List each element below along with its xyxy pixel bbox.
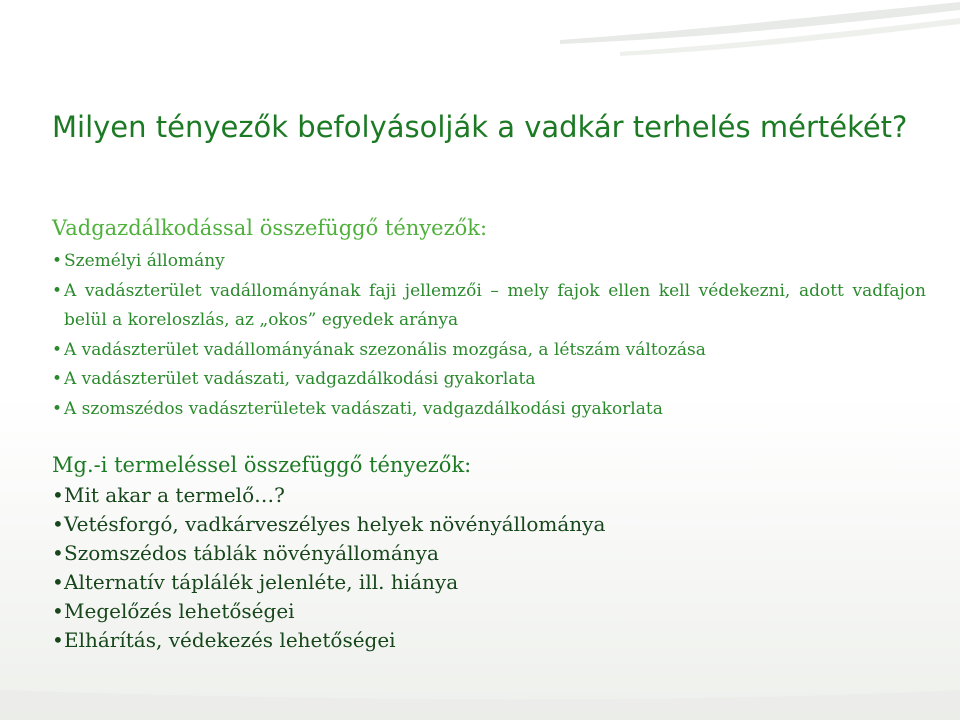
section-heading-game-management: Vadgazdálkodással összefüggő tényezők:: [52, 216, 488, 240]
bullet-icon: •: [52, 599, 64, 623]
list-item: [52, 539, 926, 568]
game-management-factors-list: [52, 247, 926, 424]
list-item-text: Elhárítás, védekezés lehetőségei: [64, 628, 396, 652]
list-item: [52, 336, 926, 366]
list-item: [52, 626, 926, 655]
list-item: [52, 395, 926, 425]
list-item-text: A vadászterület vadállományának szezonális mozgása, a létszám változása: [64, 339, 706, 360]
bullet-icon: •: [52, 628, 64, 652]
bullet-icon: •: [52, 398, 63, 419]
list-item: [52, 597, 926, 626]
list-item-text: A szomszédos vadászterületek vadászati, vadgazdálkodási gyakorlata: [64, 398, 663, 419]
list-item-text: Szomszédos táblák növényállománya: [64, 541, 439, 565]
list-item: [52, 365, 926, 395]
agriculture-factors-list: [52, 481, 926, 655]
list-item-text: A vadászterület vadászati, vadgazdálkodási gyakorlata: [64, 369, 536, 389]
list-item: [52, 481, 926, 510]
list-item-text: Mit akar a termelő…?: [64, 483, 285, 507]
bullet-icon: •: [52, 512, 64, 536]
list-item: [52, 510, 926, 539]
list-item-text: Alternatív táplálék jelenléte, ill. hiánya: [64, 570, 459, 594]
slide-title: Milyen tényezők befolyásolják a vadkár terhelés mértékét?: [52, 110, 908, 144]
bullet-icon: •: [52, 280, 63, 301]
section-heading-agriculture: Mg.-i termeléssel összefüggő tényezők:: [52, 453, 472, 477]
bullet-icon: •: [52, 541, 64, 565]
list-item-text: Személyi állomány: [64, 251, 225, 271]
bullet-icon: •: [52, 369, 63, 389]
list-item: [52, 247, 926, 277]
bullet-icon: •: [52, 570, 64, 594]
bullet-icon: •: [52, 483, 64, 507]
list-item-text: Vetésforgó, vadkárveszélyes helyek növényállománya: [64, 512, 606, 536]
list-item: [52, 568, 926, 597]
bullet-icon: •: [52, 251, 63, 271]
list-item-text: Megelőzés lehetőségei: [64, 599, 295, 623]
list-item: [52, 277, 926, 336]
list-item-text: A vadászterület vadállományának faji jellemzői – mely fajok ellen kell védekezni, adott vadfajon belül a koreloszlás, az „okos” egyedek aránya: [64, 280, 926, 330]
bullet-icon: •: [52, 339, 63, 360]
